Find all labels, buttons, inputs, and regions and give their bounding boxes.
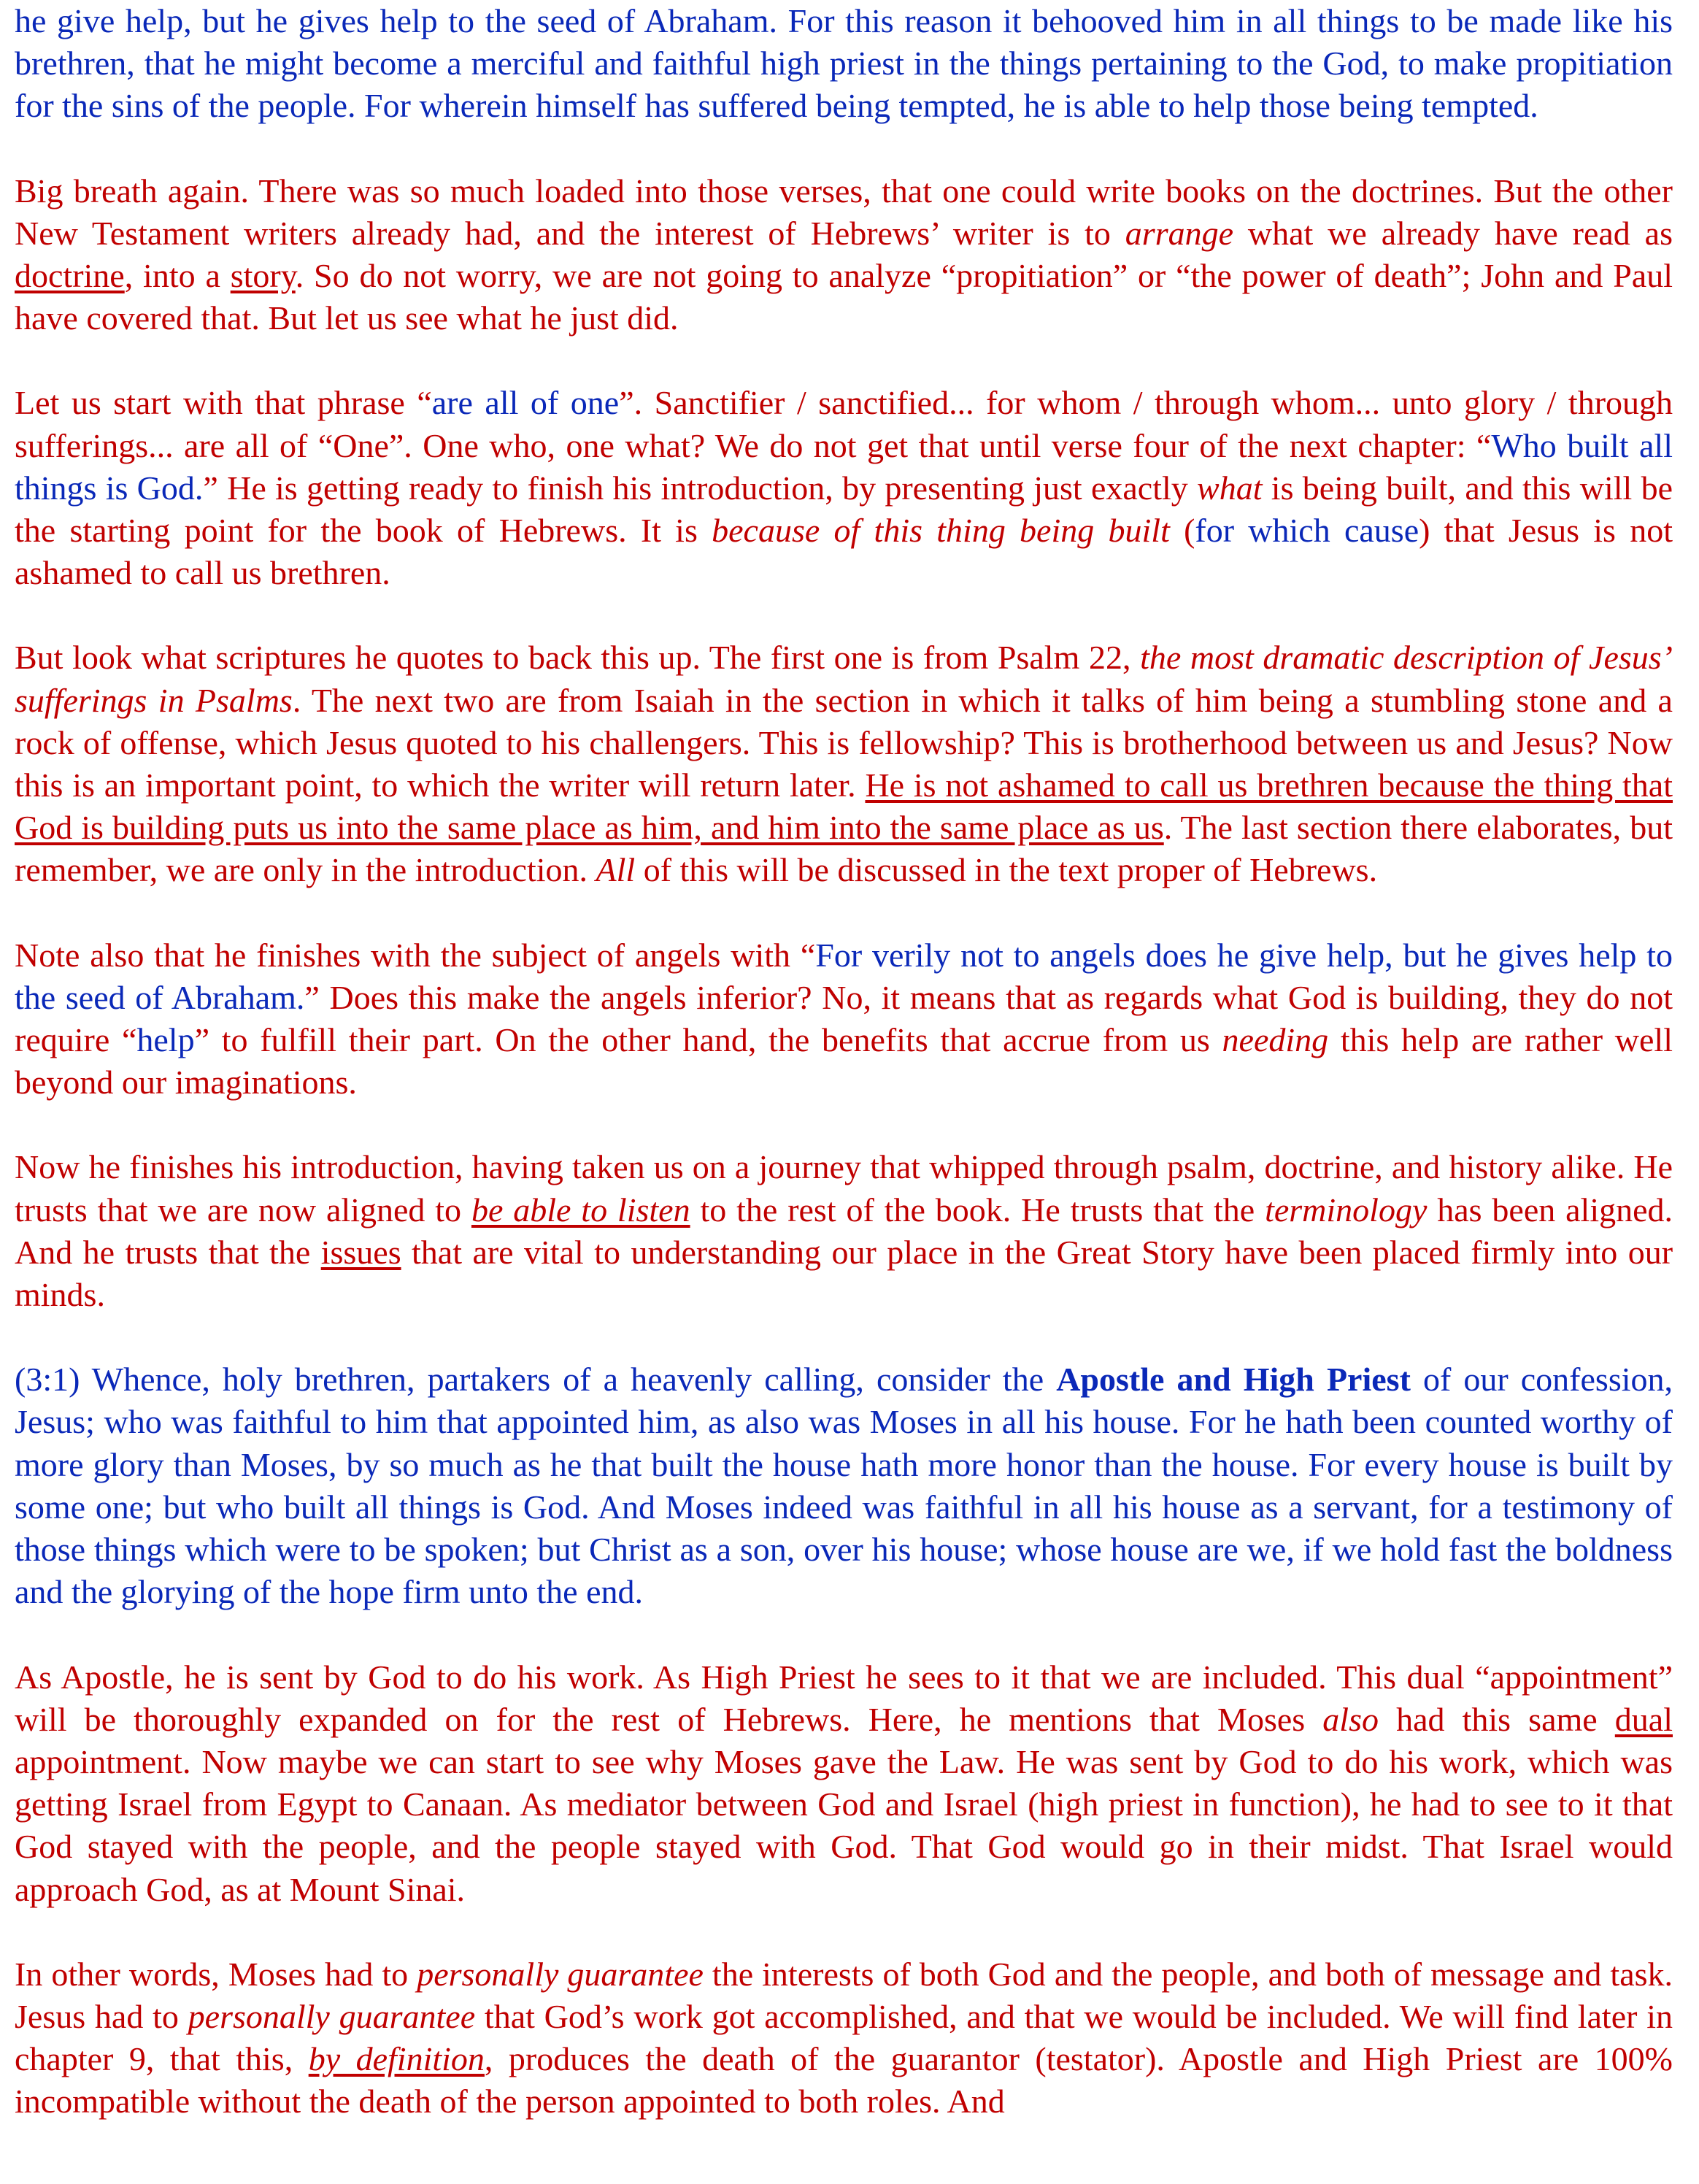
text-run: . The next two are from Isaiah in the section in which it talks of him being a stumbling stone and a rock of offense, which Jesus quoted to his challengers. This is fellowship? This is brotherhood between us and Jesus? Now this is an important point, to which the writer will return later. [15,681,1673,804]
text-run: . The last section there elaborates, but remember, we are only in the introduction. [15,809,1673,889]
document-body [15,0,1673,2123]
text-run: of our confession, Jesus; who was faithful to him that appointed him, as also was Moses in all his house. For he hath been counted worthy of more glory than Moses, by so much as he that built the house hath more honor than the house. For every house is built by some one; but who built all things is God. And Moses indeed was faithful in all his house as a servant, for a testimony of those things which were to be spoken; but Christ as a son, over his house; whose house are we, if we hold fast the boldness and the glorying of the hope firm unto the end. [15,1361,1673,1611]
text-run: ” to fulfill their part. On the other hand, the benefits that accrue from us [194,1021,1222,1059]
paragraph-1 [15,0,1673,128]
text-run: he give help, but he gives help to the seed of Abraham. For this reason it behooved him in all things to be made like his brethren, that he might become a merciful and faithful high priest in the things pertaining to the God, to make propitiation for the sins of the people. For wherein himself has suffered being tempted, he is able to help those being tempted. [15,2,1673,125]
text-run: But look what scriptures he quotes to back this up. The first one is from Psalm 22, [15,639,1141,677]
text-run: Big breath again. There was so much loaded into those verses, that one could write books on the doctrines. But the other New Testament writers already had, and the interest of Hebrews’ writer is to [15,172,1673,252]
text-run: ” He is getting ready to finish his introduction, by presenting just exactly [203,469,1198,507]
text-run: appointment. Now maybe we can start to see why Moses gave the Law. He was sent by God to do his work, which was getting Israel from Egypt to Canaan. As mediator between God and Israel (high priest in function), he had to see to it that God stayed with the people, and the people stayed with God. That God would go in their midst. That Israel would approach God, as at Mount Sinai. [15,1742,1673,1908]
text-run: needing [1222,1021,1329,1059]
text-run: arrange [1125,214,1234,252]
text-run: that are vital to understanding our place in the Great Story have been placed firmly into our minds. [15,1233,1673,1314]
text-run: the most dramatic description of Jesus’ sufferings in Psalms [15,639,1673,719]
text-run: , into a [124,257,231,295]
text-run: what [1197,469,1263,507]
text-run: help [136,1021,195,1059]
text-run: Apostle and High Priest [1056,1361,1411,1399]
text-run: also [1322,1700,1379,1738]
text-run: All [596,851,636,889]
text-run: As Apostle, he is sent by God to do his work. As High Priest he sees to it that we are included. This dual “appointment” will be thoroughly expanded on for the rest of Hebrews. Here, he mentions that Moses [15,1658,1673,1738]
text-run: Who built all things is God. [15,426,1673,507]
paragraph-7 [15,1358,1673,1613]
text-run: (3:1) Whence, holy brethren, partakers of a heavenly calling, consider the [15,1361,1057,1399]
text-run: has been aligned. And he trusts that the [15,1191,1673,1271]
text-run: issues [320,1233,401,1271]
text-run: ( [1169,512,1195,550]
paragraph-4 [15,637,1673,891]
text-run: the interests of both God and the people, and both of message and task. Jesus had to [15,1955,1673,2035]
text-run: to the rest of the book. He trusts that the [690,1191,1265,1228]
text-run: personally guarantee [417,1955,704,1993]
text-run: In other words, Moses had to [15,1955,417,1993]
text-run: Let us start with that phrase “ [15,384,432,422]
text-run: for which cause [1195,512,1419,550]
text-run: doctrine [15,257,125,295]
text-run: Note also that he finishes with the subject of angels with “ [15,936,816,974]
text-run: . So do not worry, we are not going to analyze “propitiation” or “the power of death”; John and Paul have covered that. But let us see what he just did. [15,257,1673,337]
text-run: personally guarantee [188,1997,476,2035]
document-page [15,0,1673,2166]
text-run: be able to listen [471,1191,690,1228]
paragraph-9 [15,1953,1673,2123]
text-run: because of this thing being built [712,512,1170,550]
text-run: by definition [308,2040,485,2078]
text-run: ”. Sanctifier / sanctified... for whom / through whom... unto glory / through sufferings... are all of “One”. One who, one what? We do not get that until verse four of the next chapter: “ [15,384,1673,464]
text-run: story [230,257,296,295]
text-run: ) that Jesus is not ashamed to call us brethren. [15,512,1673,592]
paragraph-2 [15,170,1673,340]
text-run: He is not ashamed to call us brethren because the thing that God is building puts us into the same place as him, and him into the same place as us [15,766,1673,847]
text-run: terminology [1265,1191,1428,1228]
paragraph-3 [15,382,1673,594]
paragraph-8 [15,1656,1673,1911]
paragraph-6 [15,1146,1673,1316]
text-run: ” Does this make the angels inferior? No, it means that as regards what God is building, they do not require “ [15,978,1673,1059]
text-run: had this same [1378,1700,1615,1738]
text-run: , produces the death of the guarantor (testator). Apostle and High Priest are 100% incompatible without the death of the person appointed to both roles. And [15,2040,1673,2120]
text-run: that God’s work got accomplished, and that we would be included. We will find later in chapter 9, that this, [15,1997,1673,2078]
text-run: of this will be discussed in the text proper of Hebrews. [635,851,1378,889]
text-run: dual [1614,1700,1673,1738]
paragraph-5 [15,934,1673,1104]
text-run: For verily not to angels does he give help, but he gives help to the seed of Abraham. [15,936,1673,1016]
text-run: are all of one [431,384,620,422]
text-run: this help are rather well beyond our imaginations. [15,1021,1673,1101]
text-run: Now he finishes his introduction, having taken us on a journey that whipped through psalm, doctrine, and history alike. He trusts that we are now aligned to [15,1148,1673,1228]
text-run: is being built, and this will be the starting point for the book of Hebrews. It is [15,469,1673,550]
text-run: what we already have read as [1233,214,1673,252]
